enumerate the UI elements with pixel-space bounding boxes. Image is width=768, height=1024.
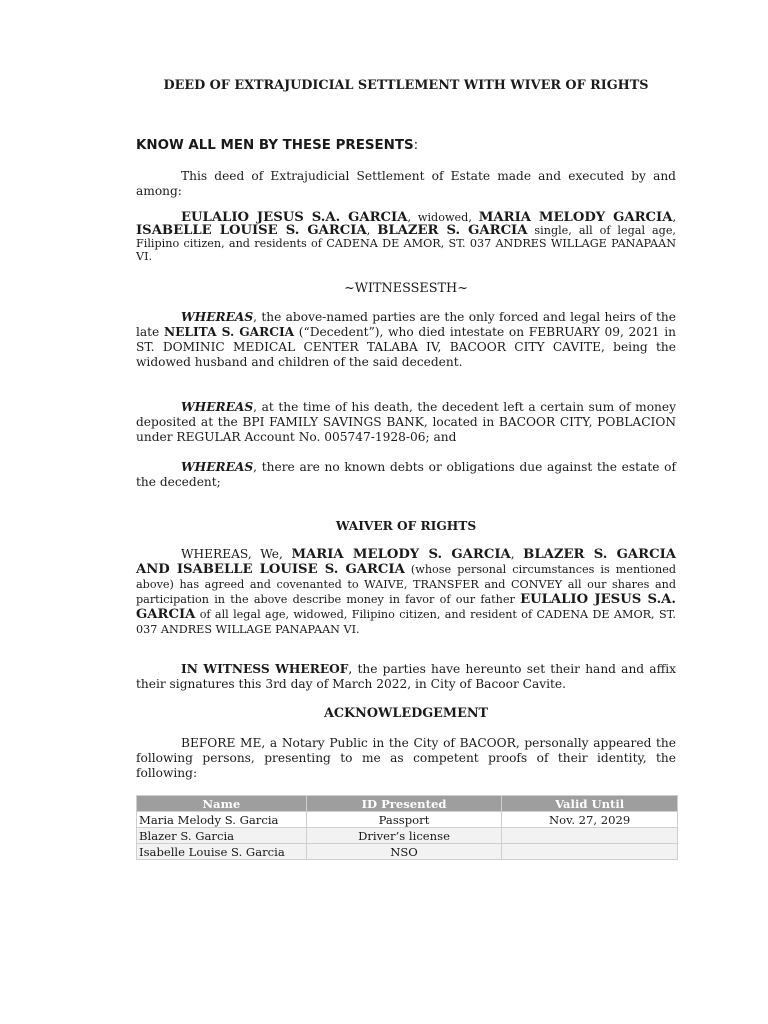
cell-id-presented: NSO — [306, 844, 502, 860]
document-title: DEED OF EXTRAJUDICIAL SETTLEMENT WITH WIVER OF RIGHTS — [163, 78, 649, 93]
witness-whereof-label: IN WITNESS WHEREOF — [181, 662, 349, 676]
witness-whereof-text: , the parties have hereunto set their hand and affix their signatures this 3rd day of March 2022, in City of Bacoor Cavite. — [136, 662, 677, 691]
cell-name: Blazer S. Garcia — [137, 828, 307, 844]
waiver-paragraph — [136, 547, 676, 637]
whereas-heirs-paragraph — [136, 310, 676, 370]
cell-name: Isabelle Louise S. Garcia — [137, 844, 307, 860]
parties-text-2: , — [672, 211, 677, 224]
parties-paragraph — [136, 211, 676, 263]
party-maria: MARIA MELODY GARCIA — [478, 210, 673, 225]
column-header-id-presented: ID Presented — [306, 796, 502, 812]
cell-valid-until: Nov. 27, 2029 — [502, 812, 678, 828]
witness-whereof-paragraph — [136, 662, 676, 692]
parties-text-3: , — [366, 224, 378, 237]
whereas-heirs-text-a: , the above-named parties are the only forced and legal heirs of the late — [136, 310, 676, 339]
table-row — [137, 844, 678, 860]
know-all-colon: : — [413, 138, 419, 153]
party-isabelle: ISABELLE LOUISE S. GARCIA — [136, 223, 367, 238]
table-row — [137, 828, 678, 844]
intro-paragraph: This deed of Extrajudicial Settlement of Estate made and executed by and among: — [136, 169, 676, 198]
identity-table — [136, 795, 678, 860]
column-header-valid-until: Valid Until — [502, 796, 678, 812]
parties-text-4: single, all of legal age, Filipino citizen, and residents of CADENA DE AMOR, ST. 037 ANDRES WILLAGE PANAPAAN VI. — [136, 224, 676, 263]
whereas-label: WHEREAS — [181, 460, 254, 474]
cell-id-presented: Passport — [306, 812, 502, 828]
acknowledgement-heading: ACKNOWLEDGEMENT — [323, 706, 489, 721]
whereas-label: WHEREAS — [181, 400, 254, 414]
whereas-deposit-text: , at the time of his death, the decedent left a certain sum of money deposited at the BPI FAMILY SAVINGS BANK, located in BACOOR CITY, POBLACION under REGULAR Account No. 005747-1928-06; and — [136, 400, 676, 444]
waiver-text-d: of all legal age, widowed, Filipino citizen, and resident of CADENA DE AMOR, ST. 037 ANDRES WILLAGE PANAPAAN VI. — [136, 608, 676, 636]
know-all-text: KNOW ALL MEN BY THESE PRESENTS — [136, 138, 414, 153]
know-all-men-heading — [136, 138, 676, 154]
table-row — [137, 812, 678, 828]
whereas-deposit-paragraph — [136, 400, 676, 445]
whereas-debts-paragraph — [136, 460, 676, 490]
waiver-text-a: WHEREAS, We, — [181, 547, 292, 561]
cell-name: Maria Melody S. Garcia — [137, 812, 307, 828]
cell-id-presented: Driver’s license — [306, 828, 502, 844]
whereas-label: WHEREAS — [181, 310, 254, 324]
decedent-name: NELITA S. GARCIA — [163, 325, 295, 339]
witnesseth-heading: ~WITNESSESTH~ — [344, 281, 468, 296]
waiver-text-b: , — [510, 547, 524, 561]
waiver-name-maria: MARIA MELODY S. GARCIA — [291, 547, 511, 562]
waiver-name-eulalio: EULALIO JESUS S.A. GARCIA — [136, 592, 676, 622]
column-header-name: Name — [137, 796, 307, 812]
table-header-row — [137, 796, 678, 812]
party-eulalio: EULALIO JESUS S.A. GARCIA — [181, 210, 408, 225]
parties-text-1: , widowed, — [407, 211, 479, 224]
cell-valid-until — [502, 844, 678, 860]
cell-valid-until — [502, 828, 678, 844]
waiver-name-blazer-isabelle: BLAZER S. GARCIA AND ISABELLE LOUISE S. GARCIA — [136, 547, 677, 577]
party-blazer: BLAZER S. GARCIA — [377, 223, 528, 238]
acknowledgement-paragraph: BEFORE ME, a Notary Public in the City of BACOOR, personally appeared the following persons, presenting to me as competent proofs of their identity, the following: — [136, 736, 676, 780]
whereas-debts-text: , there are no known debts or obligations due against the estate of the decedent; — [136, 460, 676, 489]
whereas-heirs-text-b: (“Decedent”), who died intestate on FEBRUARY 09, 2021 in ST. DOMINIC MEDICAL CENTER TALABA IV, BACOOR CITY CAVITE, being the widowed husband and children of the said decedent. — [136, 325, 676, 369]
waiver-of-rights-heading: WAIVER OF RIGHTS — [335, 519, 477, 533]
waiver-text-c: (whose personal circumstances is mentioned above) has agreed and covenanted to WAIVE, TRANSFER and CONVEY all our shares and participation in the above describe money in favor of our father — [136, 563, 676, 606]
